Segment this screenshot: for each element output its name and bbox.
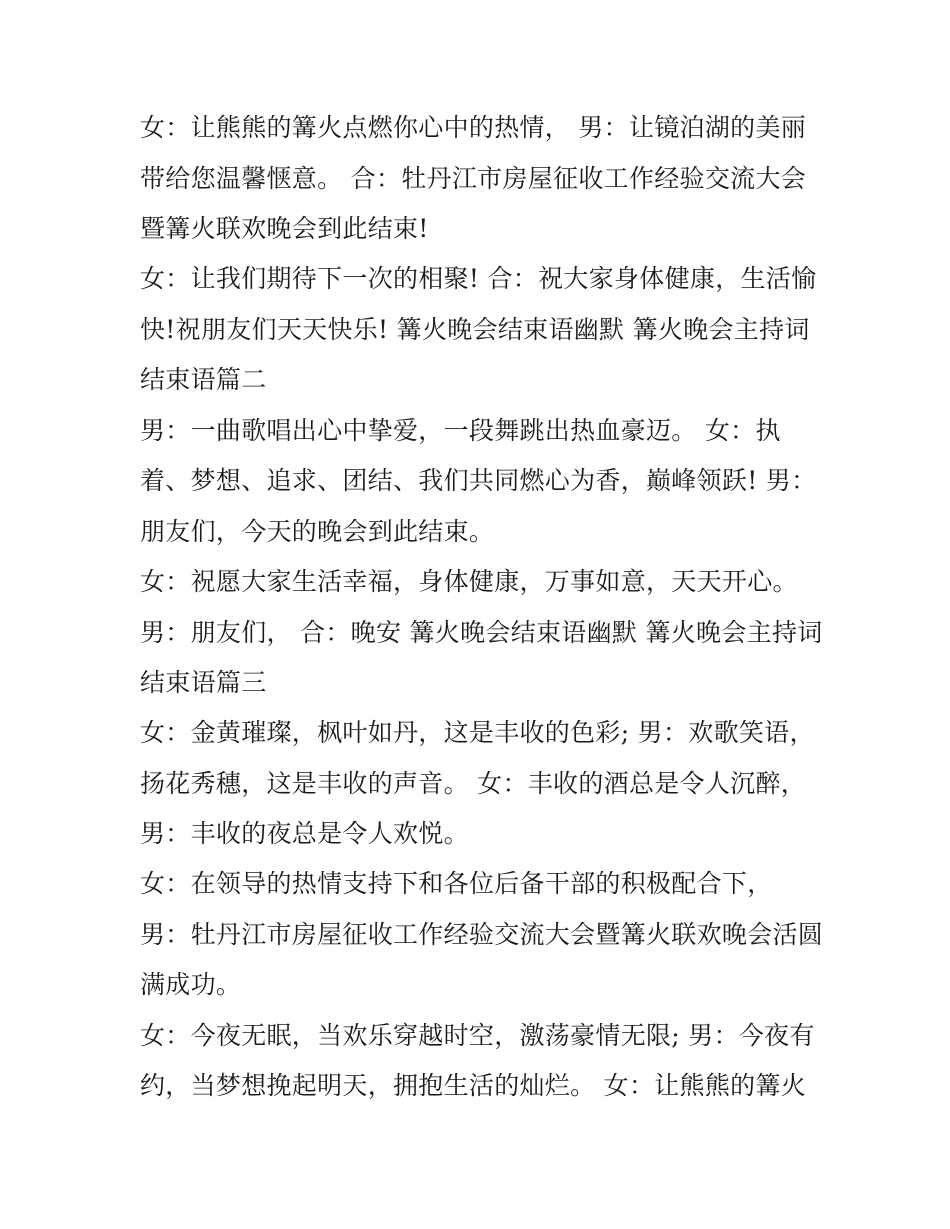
text-line: 朋友们，今天的晚会到此结束。: [140, 517, 495, 546]
text-line: 男：朋友们， 合：晚安 篝火晚会结束语幽默 篝火晚会主持词: [140, 618, 823, 647]
section-title: 结束语篇二: [140, 365, 267, 394]
text-line: 女：让熊熊的篝火点燃你心中的热情， 男：让镜泊湖的美丽: [140, 113, 807, 142]
text-line: 女：金黄璀璨，枫叶如丹，这是丰收的色彩; 男：欢歌笑语，: [140, 718, 815, 747]
text-line: 带给您温馨惬意。 合：牡丹江市房屋征收工作经验交流大会: [140, 164, 807, 193]
text-line: 男：牡丹江市房屋征收工作经验交流大会暨篝火联欢晚会活圆: [140, 920, 824, 949]
text-line: 女：在领导的热情支持下和各位后备干部的积极配合下，: [140, 869, 773, 898]
text-line: 女：让我们期待下一次的相聚! 合：祝大家身体健康，生活愉: [140, 264, 817, 293]
text-line: 约，当梦想挽起明天，拥抱生活的灿烂。 女：让熊熊的篝火: [140, 1071, 807, 1100]
text-line: 女：祝愿大家生活幸福，身体健康，万事如意，天天开心。: [140, 567, 798, 596]
text-line: 男：丰收的夜总是令人欢悦。: [140, 819, 469, 848]
text-line: 扬花秀穗，这是丰收的声音。 女：丰收的酒总是令人沉醉，: [140, 769, 807, 798]
text-line: 满成功。: [140, 970, 242, 999]
section-title: 结束语篇三: [140, 668, 267, 697]
text-line: 快!祝朋友们天天快乐! 篝火晚会结束语幽默 篝火晚会主持词: [140, 315, 810, 344]
text-line: 暨篝火联欢晚会到此结束!: [140, 214, 429, 243]
text-line: 女：今夜无眠，当欢乐穿越时空，激荡豪情无限; 男：今夜有: [140, 1021, 815, 1050]
text-line: 男：一曲歌唱出心中挚爱，一段舞跳出热血豪迈。 女：执: [140, 416, 781, 445]
text-line: 着、梦想、追求、团结、我们共同燃心为香，巅峰领跃! 男：: [140, 466, 817, 495]
